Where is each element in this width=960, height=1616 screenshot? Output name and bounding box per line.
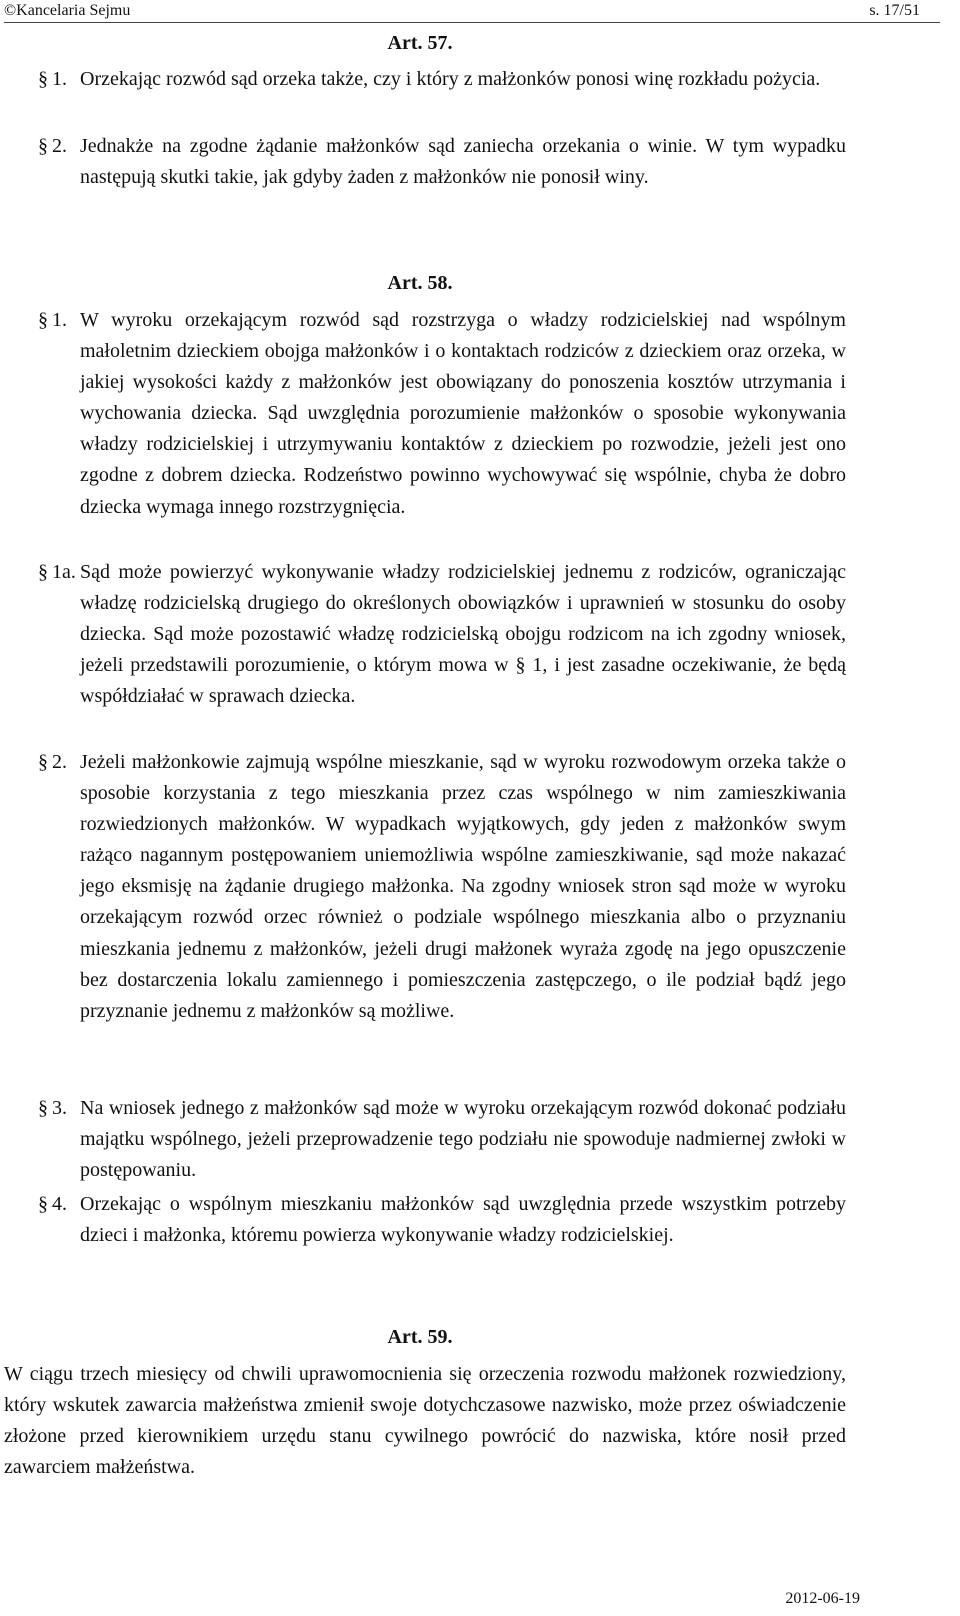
paragraph-text: W wyroku orzekającym rozwód sąd rozstrzyga o władzy rodzicielskiej nad wspólnym małoletnim dzieckiem obojga małżonków i o kontaktach rodziców z dzieckiem oraz orzeka, w jakiej wysokości każdy z małżonków jest obowiązany do ponoszenia kosztów utrzymania i wychowania dziecka. Sąd uwzględnia porozumienie małżonków o sposobie wykonywania władzy rodzicielskiej i utrzymywaniu kontaktów z dzieckiem po rozwodzie, jeżeli jest ono zgodne z dobrem dziecka. Rodzeństwo powinno wychowywać się wspólnie, chyba że dobro dziecka wymaga innego rozstrzygnięcia.	[80, 309, 846, 518]
article-59-title: Art. 59.	[387, 1326, 453, 1348]
paragraph-number: 4.	[52, 1193, 67, 1215]
article-58-paragraph-2	[38, 747, 846, 1027]
article-58-paragraph-3	[38, 1093, 846, 1186]
article-59-text: W ciągu trzech miesięcy od chwili uprawomocnienia się orzeczenia rozwodu małżonek rozwiedziony, który wskutek zawarcia małżeństwa zmienił swoje dotychczasowe nazwisko, może przez oświadczenie złożone przed kierownikiem urzędu stanu cywilnego powrócić do nazwiska, które nosił przed zawarciem małżeństwa.	[4, 1363, 846, 1479]
section-sign: §	[38, 135, 48, 157]
paragraph-number: 1a.	[52, 561, 76, 583]
page-number: s. 17/51	[869, 2, 920, 19]
paragraph-text: Orzekając o wspólnym mieszkaniu małżonków sąd uwzględnia przede wszystkim potrzeby dzieci i małżonka, któremu powierza wykonywanie władzy rodzicielskiej.	[80, 1193, 846, 1247]
article-58-title: Art. 58.	[387, 272, 453, 294]
article-58-paragraph-1a	[38, 557, 846, 712]
article-58-paragraph-4	[38, 1189, 846, 1251]
footer-date: 2012-06-19	[785, 1590, 860, 1607]
paragraph-number: 2.	[52, 751, 67, 773]
section-sign: §	[38, 561, 48, 583]
section-sign: §	[38, 1097, 48, 1119]
header-divider	[4, 22, 940, 23]
section-sign: §	[38, 751, 48, 773]
section-sign: §	[38, 68, 48, 90]
article-57-paragraph-1	[38, 64, 846, 95]
paragraph-number: 3.	[52, 1097, 67, 1119]
paragraph-number: 1.	[52, 68, 67, 90]
header-copyright: ©Kancelaria Sejmu	[4, 2, 131, 19]
paragraph-text: Na wniosek jednego z małżonków sąd może w wyroku orzekającym rozwód dokonać podziału majątku wspólnego, jeżeli przeprowadzenie tego podziału nie spowoduje nadmiernej zwłoki w postępowaniu.	[80, 1097, 846, 1182]
article-58-paragraph-1	[38, 305, 846, 523]
paragraph-text: Jednakże na zgodne żądanie małżonków sąd zaniecha orzekania o winie. W tym wypadku następują skutki takie, jak gdyby żaden z małżonków nie ponosił winy.	[80, 135, 846, 189]
paragraph-number: 1.	[52, 309, 67, 331]
section-sign: §	[38, 309, 48, 331]
paragraph-text: Jeżeli małżonkowie zajmują wspólne mieszkanie, sąd w wyroku rozwodowym orzeka także o sposobie korzystania z tego mieszkania przez czas wspólnego w nim zamieszkiwania rozwiedzionych małżonków. W wypadkach wyjątkowych, gdy jeden z małżonków swym rażąco nagannym postępowaniem uniemożliwia wspólne zamieszkiwanie, sąd może nakazać jego eksmisję na żądanie drugiego małżonka. Na zgodny wniosek stron sąd może w wyroku orzekającym rozwód orzec również o podziale wspólnego mieszkania albo o przyznaniu mieszkania jednemu z małżonków, jeżeli drugi małżonek wyraża zgodę na jego opuszczenie bez dostarczenia lokalu zamiennego i pomieszczenia zastępczego, o ile podział bądź jego przyznanie jednemu z małżonków są możliwe.	[80, 751, 846, 1022]
paragraph-number: 2.	[52, 135, 67, 157]
article-57-title: Art. 57.	[387, 32, 453, 54]
paragraph-text: Orzekając rozwód sąd orzeka także, czy i który z małżonków ponosi winę rozkładu pożycia.	[80, 68, 821, 90]
article-57-paragraph-2	[38, 131, 846, 193]
section-sign: §	[38, 1193, 48, 1215]
paragraph-text: Sąd może powierzyć wykonywanie władzy rodzicielskiej jednemu z rodziców, ograniczając władzę rodzicielską drugiego do określonych obowiązków i uprawnień w stosunku do osoby dziecka. Sąd może pozostawić władzę rodzicielską obojgu rodzicom na ich zgodny wniosek, jeżeli przedstawili porozumienie, o którym mowa w § 1, i jest zasadne oczekiwanie, że będą współdziałać w sprawach dziecka.	[80, 561, 846, 708]
